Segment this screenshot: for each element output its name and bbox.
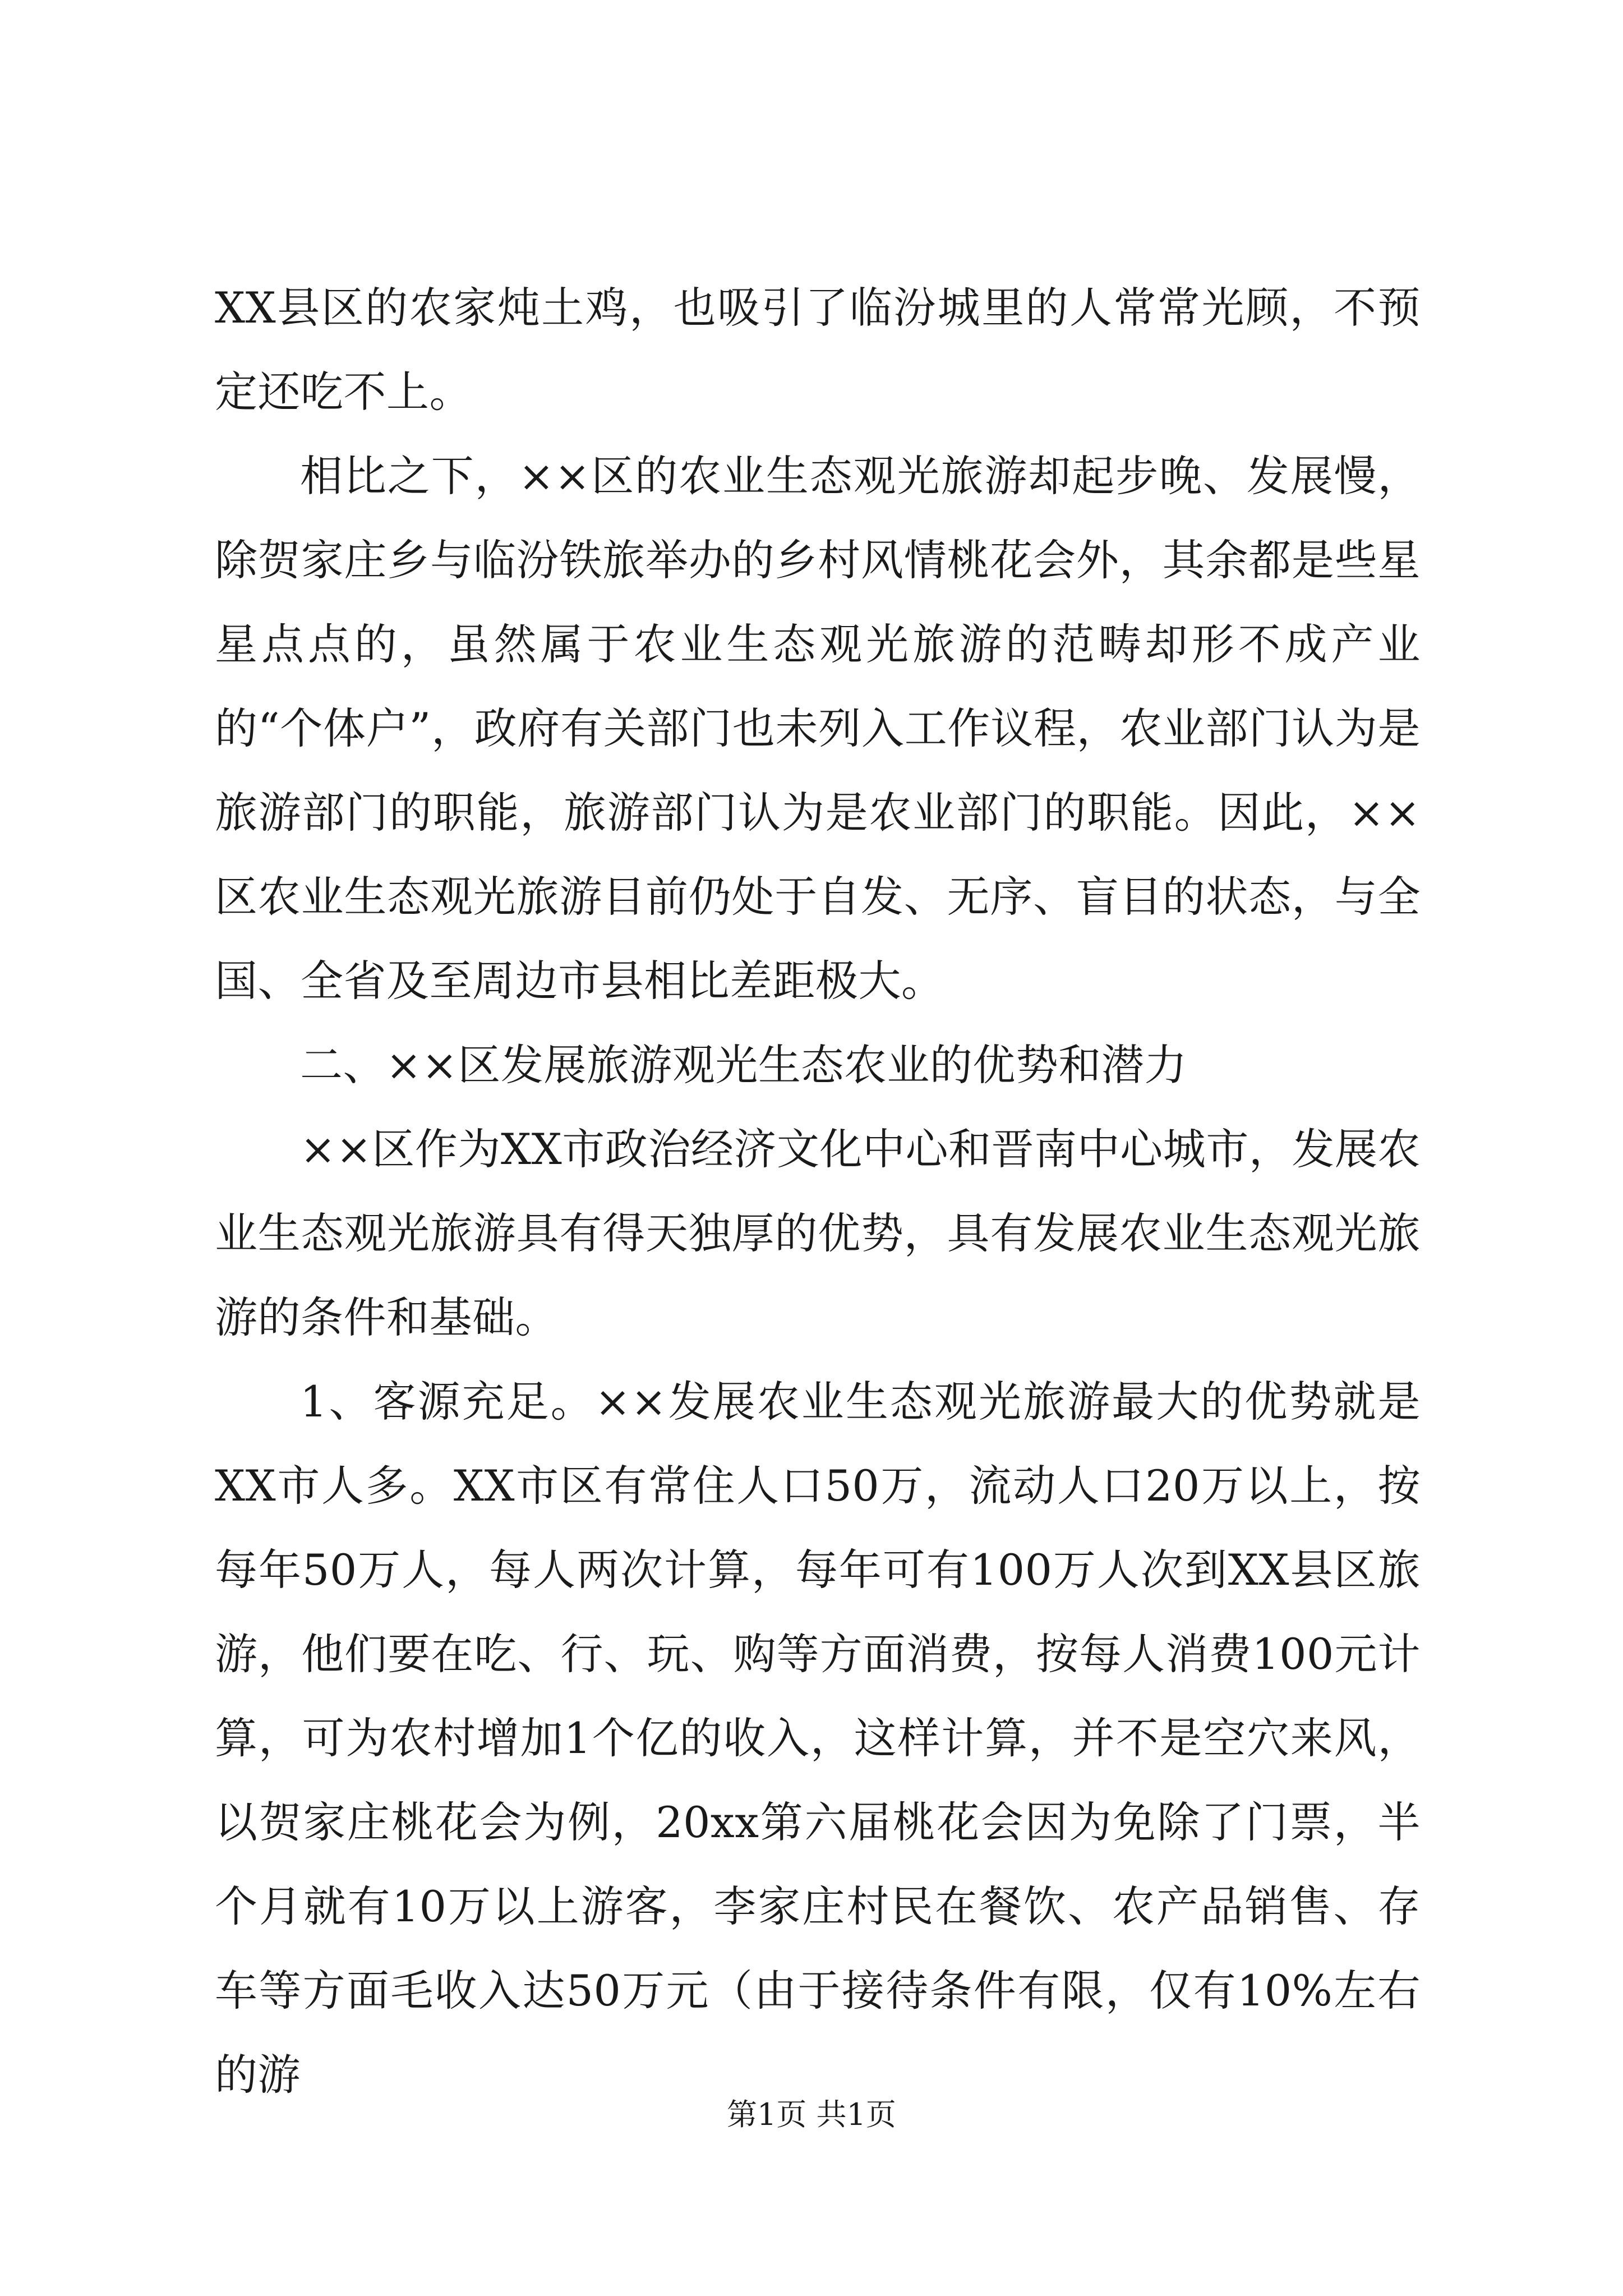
section-heading: 二、××区发展旅游观光生态农业的优势和潜力 bbox=[300, 1040, 1187, 1090]
paragraph-advantages: ××区作为XX市政治经济文化中心和晋南中心城市，发展农业生态观光旅游具有得天独厚的优势，具有发展农业生态观光旅游的条件和基础。 bbox=[215, 1124, 1421, 1342]
document-body bbox=[215, 266, 1421, 2117]
paragraph-tourist-source: 1、客源充足。××发展农业生态观光旅游最大的优势就是XX市人多。XX市区有常住人口50万，流动人口20万以上，按每年50万人，每人两次计算，每年可有100万人次到XX县区旅游，他们要在吃、行、玩、购等方面消费，按每人消费100元计算，可为农村增加1个亿的收入，这样计算，并不是空穴来风，以贺家庄桃花会为例，20xx第六届桃花会因为免除了门票，半个月就有10万以上游客，李家庄村民在餐饮、农产品销售、存车等方面毛收入达50万元（由于接待条件有限，仅有10%左右的游 bbox=[215, 1377, 1421, 2100]
paragraph-continuation: XX县区的农家炖土鸡，也吸引了临汾城里的人常常光顾，不预定还吃不上。 bbox=[215, 283, 1421, 417]
paragraph-comparison: 相比之下，××区的农业生态观光旅游却起步晚、发展慢，除贺家庄乡与临汾铁旅举办的乡村风情桃花会外，其余都是些星星点点的，虽然属于农业生态观光旅游的范畴却形不成产业的“个体户”，政府有关部门也未列入工作议程，农业部门认为是旅游部门的职能，旅游部门认为是农业部门的职能。因此，××区农业生态观光旅游目前仍处于自发、无序、盲目的状态，与全国、全省及至周边市县相比差距极大。 bbox=[215, 451, 1421, 1006]
page-footer: 第1页 共1页 bbox=[727, 2097, 896, 2132]
